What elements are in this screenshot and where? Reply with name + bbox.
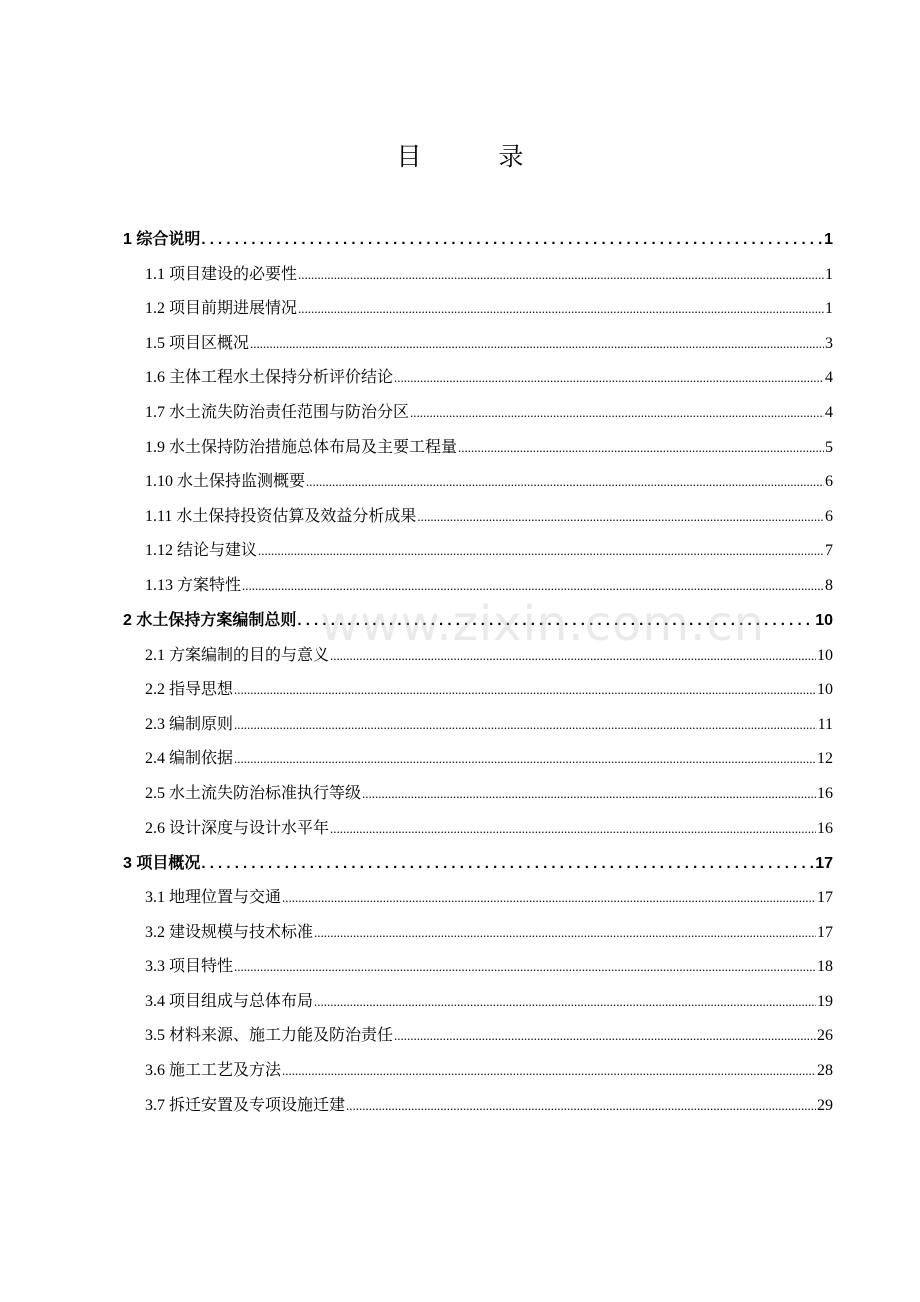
toc-page-number: 1 (825, 265, 833, 283)
toc-section-entry[interactable] (120, 287, 833, 322)
toc-entry-label: 3.5 材料来源、施工力能及防治责任 (145, 1027, 394, 1045)
toc-page-number: 6 (825, 473, 833, 491)
toc-chapter-entry[interactable] (120, 598, 833, 633)
toc-page-number: 1 (825, 300, 833, 318)
toc-section-entry[interactable] (120, 563, 833, 598)
toc-page-number: 17 (815, 854, 833, 872)
toc-dot-leader (314, 923, 816, 945)
toc-page-number: 6 (825, 507, 833, 525)
toc-dot-leader (394, 1026, 816, 1048)
toc-page-number: 8 (825, 576, 833, 594)
toc-dot-leader (234, 680, 816, 702)
toc-entry-label: 2.5 水土流失防治标准执行等级 (145, 784, 362, 802)
toc-dot-leader (417, 507, 824, 529)
toc-dot-leader (306, 472, 824, 494)
toc-section-entry[interactable] (120, 321, 833, 356)
toc-dot-leader (394, 368, 824, 390)
toc-chapter-entry[interactable] (120, 222, 833, 252)
toc-page-number: 17 (817, 889, 833, 907)
toc-dot-leader (250, 334, 824, 356)
toc-entry-label: 1.9 水土保持防治措施总体布局及主要工程量 (145, 438, 458, 456)
toc-page-number: 10 (817, 646, 833, 664)
toc-dot-leader (234, 957, 816, 979)
toc-page-number: 16 (817, 819, 833, 837)
toc-dot-leader (242, 576, 824, 598)
toc-entry-label: 1.11 水土保持投资估算及效益分析成果 (145, 507, 417, 525)
toc-page-number: 3 (825, 334, 833, 352)
toc-dot-leader (410, 403, 824, 425)
toc-entry-label: 1.2 项目前期进展情况 (145, 300, 298, 318)
toc-section-entry[interactable] (120, 494, 833, 529)
toc-page-number: 1 (824, 231, 833, 248)
toc-entry-label: 1.5 项目区概况 (145, 334, 250, 352)
toc-section-entry[interactable] (120, 425, 833, 460)
toc-dot-leader (234, 715, 817, 737)
toc-section-entry[interactable] (120, 910, 833, 945)
toc-page-number: 10 (817, 681, 833, 699)
toc-entry-label: 3.1 地理位置与交通 (145, 889, 282, 907)
toc-section-entry[interactable] (120, 1083, 833, 1118)
toc-section-entry[interactable] (120, 356, 833, 391)
toc-dot-leader (201, 230, 823, 252)
toc-chapter-entry[interactable] (120, 841, 833, 876)
toc-entry-label: 2.4 编制依据 (145, 750, 234, 768)
toc-section-entry[interactable] (120, 390, 833, 425)
toc-entry-label: 3.7 拆迁安置及专项设施迁建 (145, 1096, 346, 1114)
toc-page-number: 5 (825, 438, 833, 456)
toc-page-number: 17 (817, 923, 833, 941)
toc-section-entry[interactable] (120, 702, 833, 737)
toc-entry-label: 3.4 项目组成与总体布局 (145, 992, 314, 1010)
toc-section-entry[interactable] (120, 252, 833, 287)
toc-entry-label: 3.2 建设规模与技术标准 (145, 923, 314, 941)
toc-entry-label: 1.1 项目建设的必要性 (145, 265, 298, 283)
toc-section-entry[interactable] (120, 633, 833, 668)
toc-section-entry[interactable] (120, 1048, 833, 1083)
toc-section-entry[interactable] (120, 529, 833, 564)
toc-page-number: 4 (825, 403, 833, 421)
toc-entry-label: 1 综合说明 (123, 231, 201, 248)
toc-dot-leader (346, 1096, 816, 1118)
toc-dot-leader (297, 611, 814, 633)
toc-entry-label: 2.3 编制原则 (145, 715, 234, 733)
toc-dot-leader (298, 265, 824, 287)
toc-entry-label: 2.1 方案编制的目的与意义 (145, 646, 330, 664)
toc-dot-leader (298, 299, 824, 321)
toc-dot-leader (362, 784, 816, 806)
toc-dot-leader (314, 992, 816, 1014)
toc-entry-label: 2.2 指导思想 (145, 681, 234, 699)
toc-dot-leader (282, 1061, 816, 1083)
toc-page-number: 19 (817, 992, 833, 1010)
toc-section-entry[interactable] (120, 460, 833, 495)
toc-section-entry[interactable] (120, 945, 833, 980)
toc-dot-leader (330, 819, 816, 841)
page-title: 目 录 (396, 142, 550, 171)
toc-entry-label: 2 水土保持方案编制总则 (123, 611, 297, 629)
toc-page-number: 29 (817, 1096, 833, 1114)
toc-dot-leader (282, 888, 816, 910)
toc-page-number: 26 (817, 1027, 833, 1045)
toc-entry-label: 1.13 方案特性 (145, 576, 242, 594)
toc-section-entry[interactable] (120, 668, 833, 703)
toc-page-number: 28 (817, 1062, 833, 1080)
toc-dot-leader (458, 438, 824, 460)
toc-entry-label: 3 项目概况 (123, 854, 201, 872)
toc-page-number: 7 (825, 542, 833, 560)
table-of-contents (120, 222, 833, 1118)
toc-section-entry[interactable] (120, 876, 833, 911)
toc-entry-label: 3.6 施工工艺及方法 (145, 1062, 282, 1080)
toc-section-entry[interactable] (120, 806, 833, 841)
toc-section-entry[interactable] (120, 979, 833, 1014)
toc-page-number: 4 (825, 369, 833, 387)
watermark: www.zixin.com.cn (320, 596, 766, 652)
toc-page-number: 18 (817, 958, 833, 976)
toc-page-number: 11 (817, 715, 833, 733)
toc-entry-label: 1.10 水土保持监测概要 (145, 473, 306, 491)
toc-page-number: 16 (817, 784, 833, 802)
toc-section-entry[interactable] (120, 737, 833, 772)
toc-entry-label: 1.6 主体工程水土保持分析评价结论 (145, 369, 394, 387)
toc-entry-label: 1.12 结论与建议 (145, 542, 258, 560)
toc-page-number: 10 (815, 611, 833, 629)
toc-dot-leader (258, 541, 824, 563)
toc-section-entry[interactable] (120, 771, 833, 806)
toc-section-entry[interactable] (120, 1014, 833, 1049)
toc-dot-leader (234, 749, 816, 771)
toc-dot-leader (201, 854, 814, 876)
toc-entry-label: 3.3 项目特性 (145, 958, 234, 976)
toc-entry-label: 1.7 水土流失防治责任范围与防治分区 (145, 403, 410, 421)
toc-entry-label: 2.6 设计深度与设计水平年 (145, 819, 330, 837)
toc-page-number: 12 (817, 750, 833, 768)
toc-dot-leader (330, 646, 816, 668)
